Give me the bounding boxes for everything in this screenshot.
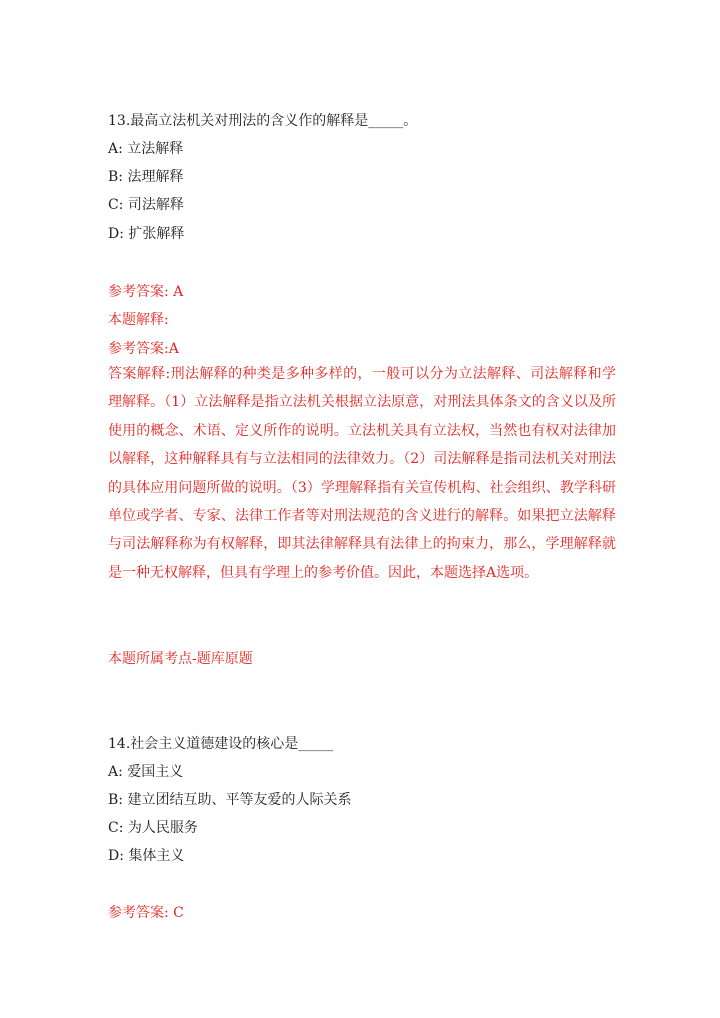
question-13-explanation: 答案解释:刑法解释的种类是多种多样的，一般可以分为立法解释、司法解释和学理解释。（1）立法解释是指立法机关根据立法原意，对刑法具体条文的含义以及所使用的概念、术语、定义所作的说明。立法机关具有立法权，当然也有权对法律加以解释，这种解释具有与立法相同的法律效力。（2）司法解释是指司法机关对刑法的具体应用问题所做的说明。（3）学理解释指有关宣传机构、社会组织、教学科研单位或学者、专家、法律工作者等对刑法规范的含义进行的解释。如果把立法解释与司法解释称为有权解释，即其法律解释具有法律上的拘束力，那么，学理解释就是一种无权解释，但具有学理上的参考价值。因此，本题选择A选项。 <box>108 366 616 581</box>
question-14-option-b: B: 建立团结互助、平等友爱的人际关系 <box>108 792 352 808</box>
question-13-option-b: B: 法理解释 <box>108 169 184 185</box>
question-13-answer-label: 参考答案: A <box>108 284 184 300</box>
question-14-option-a: A: 爱国主义 <box>108 764 184 780</box>
question-13-option-a: A: 立法解释 <box>108 141 184 157</box>
question-14-option-d: D: 集体主义 <box>108 848 185 864</box>
question-13-answer-line: 参考答案:A <box>108 341 179 357</box>
question-13-option-c: C: 司法解释 <box>108 197 184 213</box>
question-13-stem: 13.最高立法机关对刑法的含义作的解释是_____。 <box>108 113 418 129</box>
question-14-option-c: C: 为人民服务 <box>108 820 198 836</box>
question-14-stem: 14.社会主义道德建设的核心是_____ <box>108 736 334 752</box>
question-13-explain-heading: 本题解释: <box>108 312 169 328</box>
question-14-answer-label: 参考答案: C <box>108 905 184 921</box>
question-13-option-d: D: 扩张解释 <box>108 226 185 242</box>
question-13-source: 本题所属考点-题库原题 <box>108 651 253 667</box>
